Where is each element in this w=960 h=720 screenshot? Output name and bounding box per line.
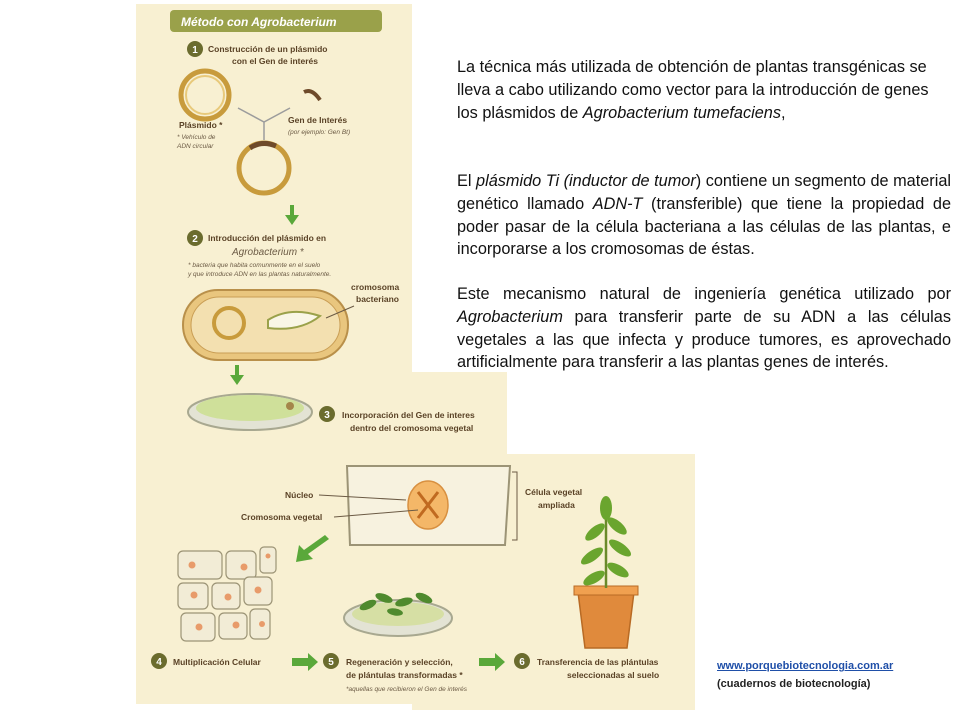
paragraph-intro: [457, 56, 951, 124]
agrobacterium-species-name: Agrobacterium tumefaciens: [582, 103, 781, 122]
p3-text-c: para transferir parte de su ADN a las células vegetales a las que infecta y produce tumores, es aprovechado artificialmente para transferir a las plantas genes de interés.: [457, 307, 951, 372]
source-link[interactable]: www.porquebiotecnologia.com.ar: [717, 660, 894, 672]
plasmid-inner-ring: [186, 76, 224, 114]
step-2-line2: Agrobacterium *: [232, 247, 304, 258]
step-2-line1: Introducción del plásmido en: [208, 233, 327, 243]
chromosome-label-2: bacteriano: [356, 294, 399, 304]
step-6-number: 6: [519, 657, 525, 668]
cell-bracket: [512, 472, 517, 540]
plant-pot: [578, 592, 634, 648]
step-1-number: 1: [192, 45, 198, 56]
step-2-number: 2: [192, 234, 198, 245]
step-4-label: Multiplicación Celular: [173, 657, 261, 667]
gene-label: Gen de Interés: [288, 115, 348, 125]
plasmid-label: Plásmido *: [179, 120, 223, 130]
gene-fragment: [304, 91, 320, 100]
step-1-line1: Construcción de un plásmido: [208, 44, 328, 54]
nucleus-label: Núcleo: [285, 490, 314, 500]
plant-chromosome-label: Cromosoma vegetal: [241, 512, 323, 522]
step-5-number: 5: [328, 657, 334, 668]
p2-text-c: ) contiene un segmento de material genético llamado: [457, 172, 951, 213]
step-6-line1: Transferencia de las plántulas: [537, 657, 659, 667]
p3-agrobacterium-term: Agrobacterium: [457, 307, 563, 326]
arrow-to-step-5: [292, 653, 318, 671]
plasmid-note-1: * Vehículo de: [177, 134, 216, 141]
gene-note: (por ejemplo: Gen Bt): [288, 129, 351, 136]
arrow-down-2: [230, 365, 244, 385]
step-3-line2: dentro del cromosoma vegetal: [350, 423, 474, 433]
step-5-line1: Regeneración y selección,: [346, 657, 453, 667]
arrow-to-step-4: [296, 535, 329, 562]
plasmid-circle: [181, 71, 229, 119]
petri-colony: [286, 402, 294, 410]
paragraph-ti-plasmid: [457, 170, 951, 261]
plantlets-note: *aquellas que recibieron el Gen de interés: [346, 686, 468, 693]
plasmid-note-2: ADN circular: [177, 143, 214, 150]
paragraph-intro-text: La técnica más utilizada de obtención de plantas transgénicas se lleva a cabo utilizando como vector para la introducción de genes los plásmidos de: [457, 58, 929, 122]
arrow-to-step-6: [479, 653, 505, 671]
step-4-number: 4: [156, 657, 162, 668]
arrow-down-1: [285, 205, 299, 225]
cell-label-2: ampliada: [538, 500, 575, 510]
agro-note-2: y que introduce ADN en las plantas naturalmente.: [188, 271, 332, 278]
step-5-line2: de plántulas transformadas *: [346, 670, 463, 680]
cell-label-1: Célula vegetal: [525, 487, 583, 497]
paragraph-intro-end: ,: [780, 103, 786, 122]
step-1-line2: con el Gen de interés: [232, 56, 318, 66]
p3-text-a: Este mecanismo natural de ingeniería genética utilizado por: [457, 285, 951, 303]
chromosome-label-1: cromosoma: [351, 282, 400, 292]
paragraph-mechanism: [457, 283, 951, 374]
source-note: (cuadernos de biotecnología): [717, 678, 871, 690]
step-3-number: 3: [324, 410, 330, 421]
step-6-line2: seleccionadas al suelo: [567, 670, 660, 680]
recombinant-plasmid: [239, 143, 289, 193]
merge-lines: [238, 108, 290, 140]
inserted-gene: [250, 143, 276, 148]
p2-text-e: (transferible) que tiene la propiedad de poder pasar de la célula bacteriana a las células de las plantas, e incorporarse a los cromosomas de éstas.: [457, 194, 951, 259]
diagram-title: Método con Agrobacterium: [181, 15, 337, 29]
p2-adn-t-term: ADN-T: [592, 194, 643, 213]
p2-ti-plasmid-term: plásmido Ti (inductor de tumor: [476, 172, 696, 190]
agro-note-1: * bacteria que habita comunmente en el suelo: [188, 262, 321, 269]
step-3-line1: Incorporación del Gen de interes: [342, 410, 475, 420]
p2-text-a: El: [457, 172, 477, 190]
